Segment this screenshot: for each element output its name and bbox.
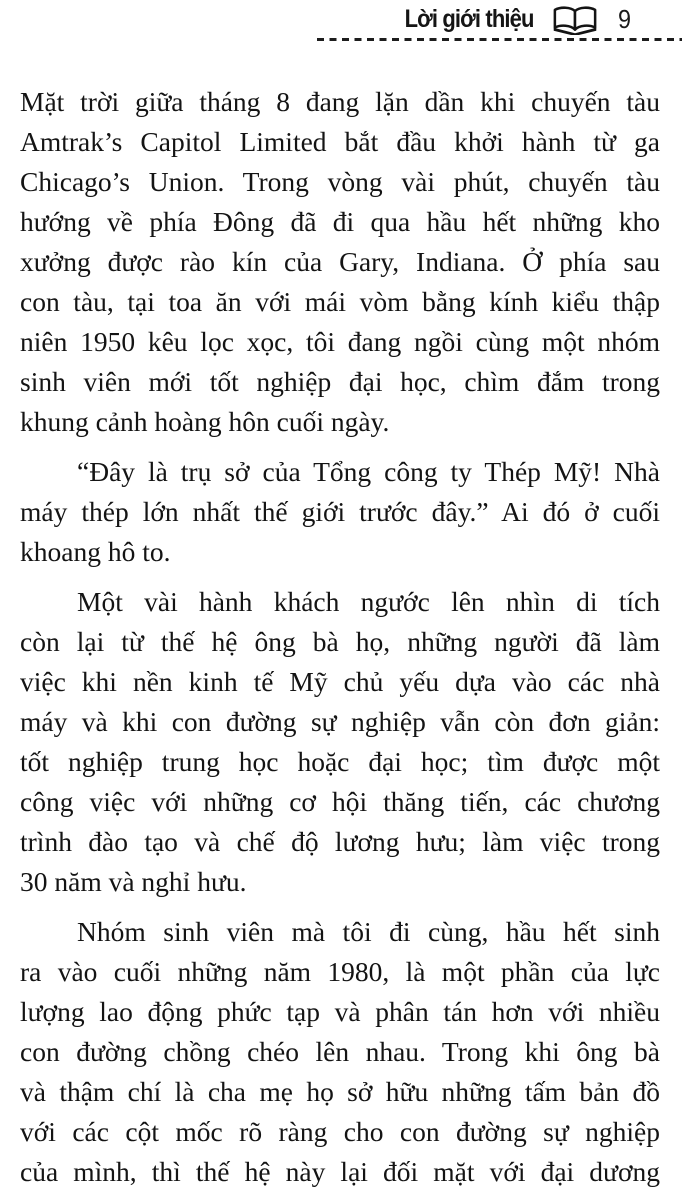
text-line: “Đây là trụ sở của Tổng công ty Thép Mỹ! Nhà — [77, 456, 660, 487]
text-line: Nhóm sinh viên mà tôi đi cùng, hầu hết sinh — [77, 916, 660, 947]
text-line: máy và khi con đường sự nghiệp vẫn còn đơn giản: — [20, 706, 660, 737]
text-line: Amtrak’s Capitol Limited bắt đầu khởi hành từ ga — [20, 126, 660, 157]
page-number: 9 — [617, 4, 631, 34]
text-line: công việc với những cơ hội thăng tiến, các chương — [20, 786, 660, 817]
page-header — [0, 0, 682, 44]
text-line: khung cảnh hoàng hôn cuối ngày. — [20, 406, 390, 437]
text-line: máy thép lớn nhất thế giới trước đây.” Ai đó ở cuối — [20, 496, 660, 527]
text-line: Chicago’s Union. Trong vòng vài phút, chuyến tàu — [20, 166, 660, 197]
chapter-title: Lời giới thiệu — [404, 5, 534, 33]
text-line: còn lại từ thế hệ ông bà họ, những người đã làm — [20, 626, 660, 657]
text-line: con tàu, tại toa ăn với mái vòm bằng kính kiểu thập — [20, 286, 660, 317]
paragraph — [20, 82, 660, 442]
text-line: của mình, thì thế hệ này lại đối mặt với đại dương — [20, 1156, 660, 1187]
text-line: trình đào tạo và chế độ lương hưu; làm việc trong — [20, 826, 660, 857]
text-line: Mặt trời giữa tháng 8 đang lặn dần khi chuyến tàu — [20, 86, 660, 117]
text-line: con đường chồng chéo lên nhau. Trong khi ông bà — [20, 1036, 660, 1067]
paragraph — [20, 582, 660, 902]
paragraph — [20, 452, 660, 572]
text-line: niên 1950 kêu lọc xọc, tôi đang ngồi cùng một nhóm — [20, 326, 660, 357]
header-row — [0, 4, 682, 35]
text-line: lượng lao động phức tạp và phân tán hơn với nhiều — [20, 996, 660, 1027]
paragraph — [20, 912, 660, 1192]
text-line: sinh viên mới tốt nghiệp đại học, chìm đắm trong — [20, 366, 660, 397]
text-line: xưởng được rào kín của Gary, Indiana. Ở phía sau — [20, 246, 660, 277]
text-line: Một vài hành khách ngước lên nhìn di tích — [77, 586, 660, 617]
text-line: hướng về phía Đông đã đi qua hầu hết những kho — [20, 206, 660, 237]
open-book-icon — [550, 5, 600, 35]
text-line: tốt nghiệp trung học hoặc đại học; tìm được một — [20, 746, 660, 777]
header-divider-dashed-rule — [317, 38, 682, 41]
text-line: và thậm chí là cha mẹ họ sở hữu những tấm bản đồ — [20, 1076, 660, 1107]
text-line: 30 năm và nghỉ hưu. — [20, 866, 247, 897]
text-line: với các cột mốc rõ ràng cho con đường sự nghiệp — [20, 1116, 660, 1147]
text-line: việc khi nền kinh tế Mỹ chủ yếu dựa vào các nhà — [20, 666, 660, 697]
text-line: ra vào cuối những năm 1980, là một phần của lực — [20, 956, 660, 987]
text-line: khoang hô to. — [20, 536, 171, 567]
body-text — [20, 82, 660, 1192]
